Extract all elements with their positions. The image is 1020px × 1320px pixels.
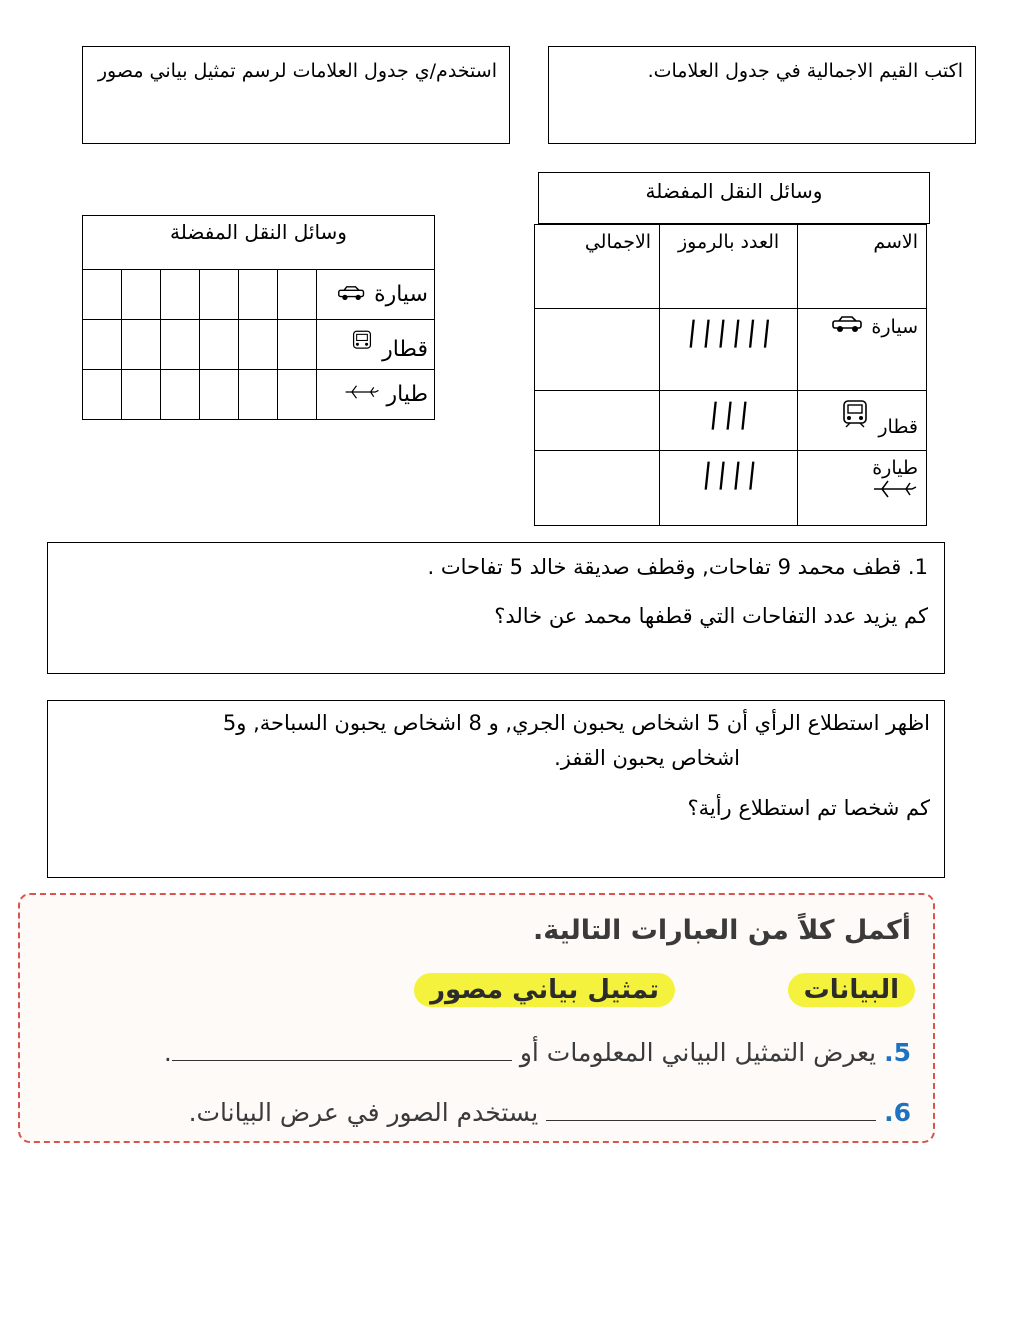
header-name: الاسم bbox=[798, 225, 927, 309]
row-name: سيارة bbox=[871, 316, 918, 338]
graph-cell[interactable] bbox=[121, 370, 160, 420]
row-name-cell bbox=[798, 451, 927, 526]
question-2-statement-cont: اشخاص يحبون القفز. bbox=[554, 746, 740, 771]
train-icon bbox=[838, 416, 872, 438]
item-number: 5. bbox=[884, 1038, 911, 1067]
question-1-statement: 1. قطف محمد 9 تفاحات, وقطف صديقة خالد 5 تفاحات . bbox=[427, 555, 928, 579]
graph-cell[interactable] bbox=[83, 270, 122, 320]
airplane-icon bbox=[344, 382, 380, 407]
picture-graph-table bbox=[82, 215, 435, 420]
tally-marks: |||||| bbox=[682, 315, 775, 348]
graph-cell[interactable] bbox=[83, 370, 122, 420]
graph-cell[interactable] bbox=[160, 370, 199, 420]
question-2-box bbox=[47, 700, 945, 878]
item-number: 6. bbox=[884, 1098, 911, 1127]
exercise-item-6 bbox=[189, 1098, 911, 1127]
airplane-icon bbox=[872, 482, 918, 504]
graph-cell[interactable] bbox=[238, 320, 277, 370]
graph-cell[interactable] bbox=[277, 270, 316, 320]
answer-blank[interactable] bbox=[546, 1110, 876, 1121]
fill-in-exercise bbox=[18, 893, 935, 1143]
question-2-statement: اظهر استطلاع الرأي أن 5 اشخاص يحبون الجري, و 8 اشخاص يحبون السباحة, و5 bbox=[222, 711, 930, 735]
row-label-cell bbox=[316, 370, 434, 420]
instruction-box-picture-graph bbox=[82, 46, 510, 144]
graph-cell[interactable] bbox=[121, 270, 160, 320]
train-icon bbox=[349, 337, 375, 362]
row-name-cell bbox=[798, 391, 927, 451]
item-text: يستخدم الصور في عرض البيانات. bbox=[188, 1098, 539, 1127]
exercise-item-5 bbox=[164, 1038, 911, 1067]
graph-cell[interactable] bbox=[277, 370, 316, 420]
graph-cell[interactable] bbox=[277, 320, 316, 370]
tally-marks: |||| bbox=[697, 457, 761, 490]
row-label-cell bbox=[316, 320, 434, 370]
table-row bbox=[535, 391, 927, 451]
table-row bbox=[83, 320, 435, 370]
word-bank-item: البيانات bbox=[788, 973, 915, 1007]
table-row bbox=[535, 451, 927, 526]
item-text: يعرض التمثيل البياني المعلومات أو bbox=[519, 1038, 877, 1067]
total-cell[interactable] bbox=[535, 309, 660, 391]
answer-blank[interactable] bbox=[172, 1050, 512, 1061]
car-icon bbox=[831, 316, 865, 338]
tally-cell bbox=[660, 309, 798, 391]
picture-graph-title: وسائل النقل المفضلة bbox=[83, 216, 435, 270]
row-label: قطار bbox=[382, 336, 428, 362]
instruction-text: استخدم/ي جدول العلامات لرسم تمثيل بياني مصور bbox=[97, 60, 497, 82]
tally-cell bbox=[660, 391, 798, 451]
row-label-cell bbox=[316, 270, 434, 320]
car-icon bbox=[337, 282, 367, 307]
total-cell[interactable] bbox=[535, 391, 660, 451]
instruction-box-totals bbox=[548, 46, 976, 144]
tally-marks: ||| bbox=[704, 397, 753, 430]
item-end: . bbox=[163, 1038, 172, 1067]
tally-cell bbox=[660, 451, 798, 526]
graph-cell[interactable] bbox=[160, 320, 199, 370]
word-bank-item: تمثيل بياني مصور bbox=[414, 973, 675, 1007]
instruction-text: اكتب القيم الاجمالية في جدول العلامات. bbox=[647, 60, 963, 82]
question-2-prompt: كم شخصا تم استطلاع رأية؟ bbox=[687, 795, 930, 820]
question-1-prompt: كم يزيد عدد التفاحات التي قطفها محمد عن خالد؟ bbox=[494, 604, 928, 629]
graph-cell[interactable] bbox=[199, 320, 238, 370]
graph-cell[interactable] bbox=[199, 270, 238, 320]
exercise-heading: أكمل كلاً من العبارات التالية. bbox=[532, 915, 911, 946]
row-name-cell bbox=[798, 309, 927, 391]
row-label: طيار bbox=[386, 382, 428, 407]
graph-cell[interactable] bbox=[238, 270, 277, 320]
total-cell[interactable] bbox=[535, 451, 660, 526]
table-row bbox=[535, 309, 927, 391]
graph-cell[interactable] bbox=[121, 320, 160, 370]
table-row bbox=[83, 270, 435, 320]
graph-cell[interactable] bbox=[199, 370, 238, 420]
row-name: طيارة bbox=[872, 457, 918, 479]
row-name: قطار bbox=[878, 416, 918, 438]
tally-table bbox=[534, 224, 927, 526]
row-label: سيارة bbox=[374, 282, 428, 307]
graph-cell[interactable] bbox=[160, 270, 199, 320]
header-total: الاجمالي bbox=[535, 225, 660, 309]
question-1-box bbox=[47, 542, 945, 674]
table-row bbox=[83, 370, 435, 420]
tally-table-title: وسائل النقل المفضلة bbox=[538, 172, 930, 224]
graph-cell[interactable] bbox=[83, 320, 122, 370]
graph-cell[interactable] bbox=[238, 370, 277, 420]
header-tally: العدد بالرموز bbox=[660, 225, 798, 309]
